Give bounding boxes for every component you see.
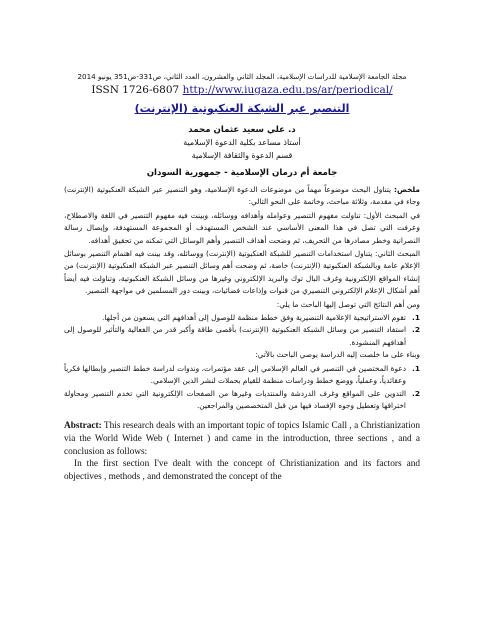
list-item: 1. دعوة المختصين في التنصير في العالم الإسلامي إلى عقد مؤتمرات، وندوات لدراسة خطط التنصير وإبطالها فكرياً وعقائدياً، وعملياً، ووضع خطط ودراسات منظمة للقيام بحملات لنشر الدين الإسلامي. xyxy=(64,363,420,386)
summary-paragraph-3: المبحث الثاني: يتناول استخدامات التنصير للشبكة العنكبوتية (الإنترنت) ووسائله، وقد بينت فيه اهتمام التنصير بوسائل الإعلام عامة وبالشبكة العنكبوتية (الإنترنت) خاصة، ثم وضحت أهم وسائل التنصير عبر الشبكة العنكبوتية (الإنترنت) من إنشاء المواقع الإلكترونية وغرف البال توك والبريد الإلكتروني وغيرها من وسائل الشبكة العنكبوتية، وتناولت فيه أيضاً أهم أشكال الإعلام الإلكتروني التنصيري من قنوات وإذاعات فضائيات، وبينت دور المسلمين في مواجهة التنصير. xyxy=(64,249,420,296)
recommendations-intro: وبناء على ما خلصت إليه الدراسة يوصي الباحث بالآتي: xyxy=(255,350,420,360)
summary-paragraph-1: ملخص: يتناول البحث موضوعاً مهماً من موضوعات الدعوة الإسلامية، وهو التنصير عبر الشبكة العنكبوتية (الإنترنت) وجاء في مقدمة، وثلاثة مباحث، وخاتمة على النحو التالي: xyxy=(64,185,420,207)
journal-header: مجلة الجامعة الإسلامية للدراسات الإسلامية، المجلد الثاني والعشرون، العدد الثاني، ص331-ص351 يونيو 2014 xyxy=(77,72,407,81)
results-intro: ومن أهم النتائج التي توصل إليها الباحث ما يلي: xyxy=(276,299,420,309)
paper-title: التنصير عبر الشبكة العنكبوتية (الإنترنت) xyxy=(134,102,350,115)
list-item: 1. تقوم الاستراتيجية الإعلامية التنصيرية وفق خطط منظمة للوصول إلى أهدافهم التي يسعون من أجلها. xyxy=(102,313,420,323)
author-position: أستاذ مساعد بكلية الدعوة الإسلامية xyxy=(183,138,301,147)
issn-number: ISSN 1726-6807 xyxy=(91,84,180,96)
abstract-paragraph-2: In the first section I've dealt with the concept of Christianization and its factors and objectives , methods , and demonstrated the concept of the xyxy=(64,459,420,482)
issn-line xyxy=(64,84,420,96)
author-name: د. علي سعيد عثمان محمد xyxy=(188,125,296,135)
list-item: 2. التدوين على المواقع وغرف الدردشة والمنتديات وغيرها من الصفحات الإلكترونية التي تخدم التنصير ومحاولة اختراقها وتعطيل وجوه الإفساد فيها من قبل المتخصصين والمراجعين. xyxy=(64,388,420,410)
summary-label: ملخص: xyxy=(394,185,420,194)
list-item: 2. استفاد التنصير من وسائل الشبكة العنكبوتية (الإنترنت) بأقصى طاقة وأكبر قدر من الفعالية والتأثير للوصول إلى أهدافهم المنشودة. xyxy=(64,325,420,347)
abstract-paragraph-1: Abstract: This research deals with an important topic of topics Islamic Call , a Christianization via the World Wide Web ( Internet ) and came in the introduction, three sections , and a conclusion as follows: xyxy=(64,421,420,457)
journal-url-link[interactable]: http://www.iugaza.edu.ps/ar/periodical/ xyxy=(182,84,393,96)
summary-paragraph-2: في المبحث الأول: تناولت مفهوم التنصير وعوامله وأهدافه ووسائله، وبينت فيه مفهوم التنصير في اللغة والاصطلاح، وعرفت التي تصل في هذا المعنى الأساسي عند الشخص المستهدف أو المجموعة المستهدفة، وإيصال رسالة النصرانية وخطر مصادرها من التحريف، ثم وضحت أهداف التنصير وأهم الوسائل التي تمكنه من تحقيق أهدافه. xyxy=(64,210,420,245)
author-university: جامعة أم درمان الإسلامية - جمهورية السودان xyxy=(146,168,338,178)
abstract-label: Abstract: xyxy=(64,421,102,432)
author-department: قسم الدعوة والثقافة الإسلامية xyxy=(191,151,293,160)
